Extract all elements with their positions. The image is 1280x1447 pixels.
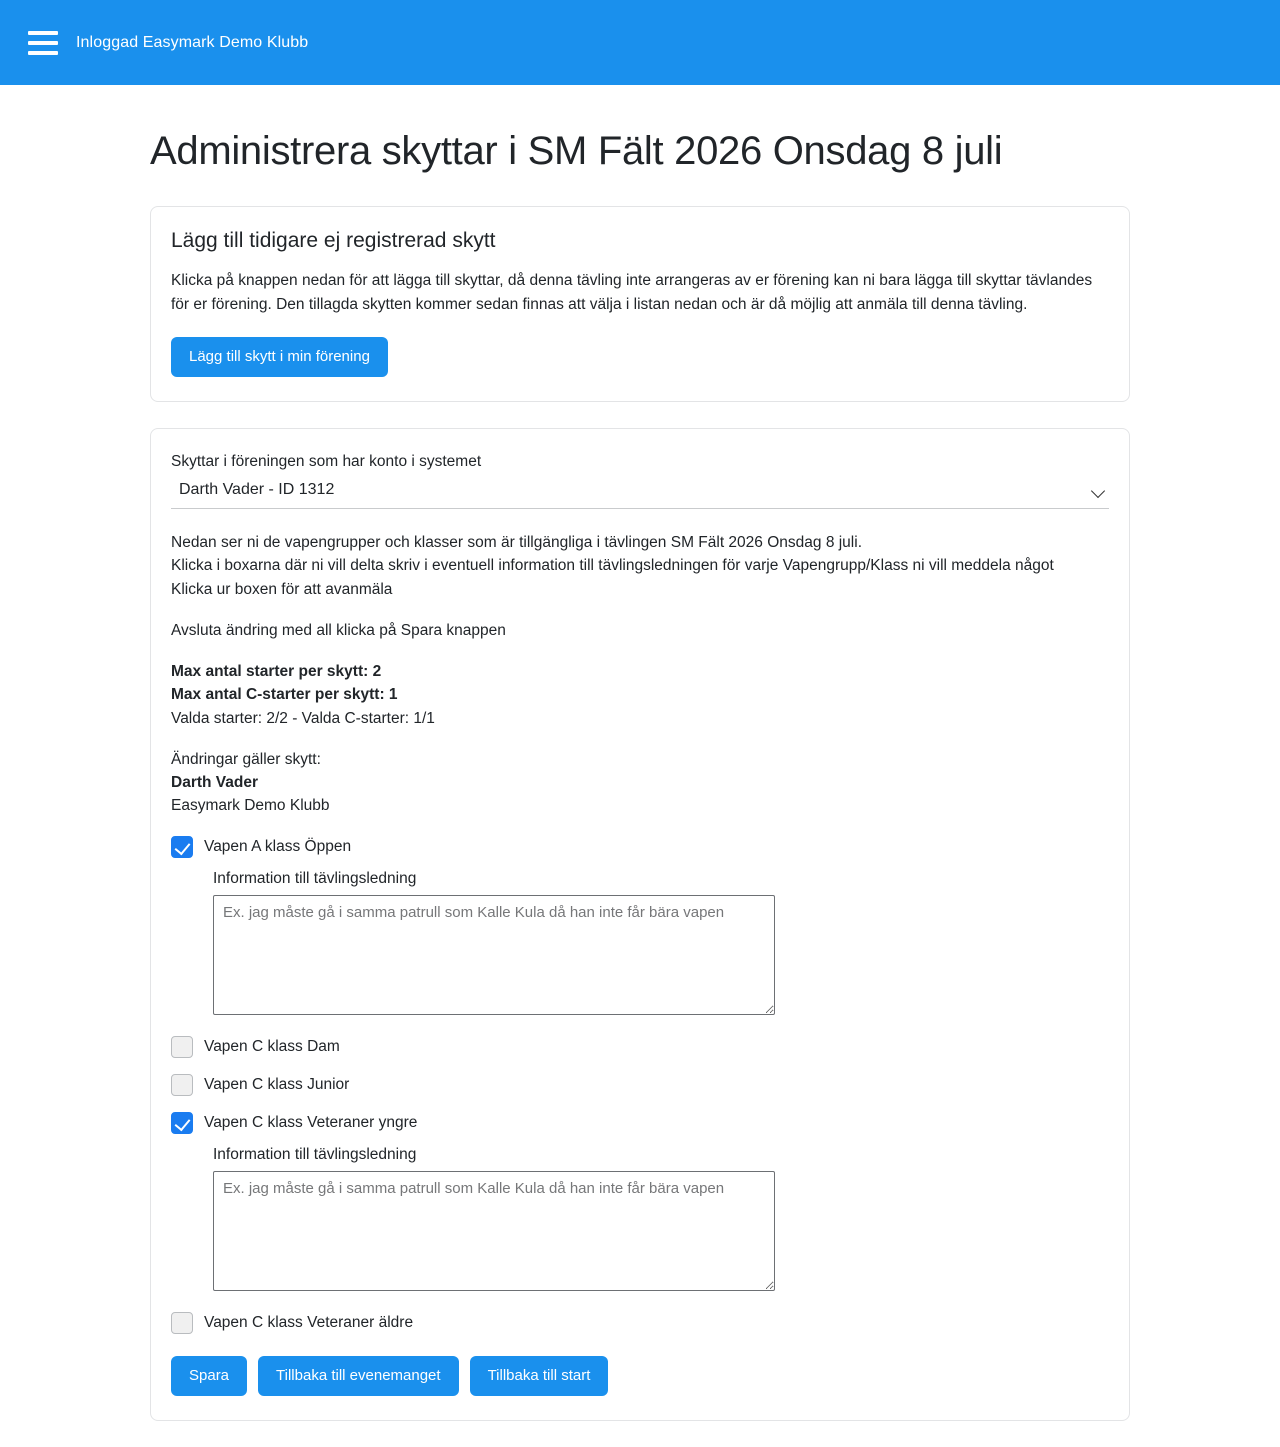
- shooter-select[interactable]: [171, 481, 1109, 498]
- class-row-vapen-c-junior[interactable]: [171, 1074, 1109, 1096]
- class-label-vapen-a-oppen: Vapen A klass Öppen: [204, 837, 352, 855]
- class-label-vapen-c-dam: Vapen C klass Dam: [204, 1037, 340, 1055]
- limits-block: [171, 660, 1109, 730]
- max-starts: Max antal starter per skytt: 2: [171, 663, 382, 681]
- applies-to-label: Ändringar gäller skytt:: [171, 750, 321, 768]
- info-group-vapen-c-veteraner-yngre: [213, 1146, 1109, 1296]
- info-textarea-vapen-a-oppen[interactable]: [213, 895, 775, 1015]
- shooter-club: Easymark Demo Klubb: [171, 797, 330, 815]
- class-row-vapen-c-veteraner-yngre[interactable]: [171, 1112, 1109, 1134]
- shooter-registration-card: [150, 428, 1130, 1421]
- applies-to-block: [171, 748, 1109, 818]
- checkbox-vapen-c-veteraner-aldre[interactable]: [171, 1312, 193, 1334]
- save-hint: Avsluta ändring med all klicka på Spara knappen: [171, 621, 506, 639]
- hamburger-bar: [28, 31, 58, 35]
- class-row-vapen-c-dam[interactable]: [171, 1036, 1109, 1058]
- add-shooter-card: [150, 206, 1130, 402]
- info-group-vapen-a-oppen: [213, 870, 1109, 1020]
- info-textarea-label: Information till tävlingsledning: [213, 869, 417, 887]
- add-shooter-button[interactable]: Lägg till skytt i min förening: [171, 337, 388, 377]
- checkbox-vapen-c-veteraner-yngre[interactable]: [171, 1112, 193, 1134]
- info-line-1: Nedan ser ni de vapengrupper och klasser som är tillgängliga i tävlingen SM Fält 2026 Onsdag 8 juli.: [171, 534, 862, 552]
- shooter-name: Darth Vader: [171, 774, 259, 792]
- availability-info: [171, 531, 1109, 601]
- info-textarea-vapen-c-veteraner-yngre[interactable]: [213, 1171, 775, 1291]
- class-row-vapen-c-veteraner-aldre[interactable]: [171, 1312, 1109, 1334]
- checkbox-vapen-c-dam[interactable]: [171, 1036, 193, 1058]
- hamburger-menu-icon[interactable]: [28, 31, 58, 55]
- shooter-select-wrapper[interactable]: [171, 481, 1109, 509]
- navbar-brand: Inloggad Easymark Demo Klubb: [76, 33, 309, 51]
- hamburger-bar: [28, 41, 58, 45]
- shooter-select-label: Skyttar i föreningen som har konto i systemet: [171, 453, 482, 471]
- info-line-2: Klicka i boxarna där ni vill delta skriv i eventuell information till tävlingsledningen för varje Vapengrupp/Klass ni vill meddela något: [171, 557, 1054, 575]
- checkbox-vapen-c-junior[interactable]: [171, 1074, 193, 1096]
- back-to-start-button[interactable]: Tillbaka till start: [470, 1356, 609, 1396]
- page-container: [150, 129, 1130, 1421]
- back-to-event-button[interactable]: Tillbaka till evenemanget: [258, 1356, 459, 1396]
- chosen-starts: Valda starter: 2/2 - Valda C-starter: 1/1: [171, 709, 435, 727]
- info-textarea-label: Information till tävlingsledning: [213, 1145, 417, 1163]
- class-label-vapen-c-veteraner-yngre: Vapen C klass Veteraner yngre: [204, 1113, 418, 1131]
- class-row-vapen-a-oppen[interactable]: [171, 836, 1109, 858]
- action-button-row: [171, 1356, 1109, 1396]
- add-shooter-heading: Lägg till tidigare ej registrerad skytt: [171, 229, 496, 252]
- class-label-vapen-c-junior: Vapen C klass Junior: [204, 1075, 350, 1093]
- page-title: Administrera skyttar i SM Fält 2026 Onsdag 8 juli: [150, 129, 1003, 173]
- top-navbar: [0, 0, 1280, 85]
- info-line-3: Klicka ur boxen för att avanmäla: [171, 580, 393, 598]
- hamburger-bar: [28, 51, 58, 55]
- checkbox-vapen-a-oppen[interactable]: [171, 836, 193, 858]
- class-label-vapen-c-veteraner-aldre: Vapen C klass Veteraner äldre: [204, 1313, 414, 1331]
- save-button[interactable]: Spara: [171, 1356, 247, 1396]
- add-shooter-description: Klicka på knappen nedan för att lägga till skyttar, då denna tävling inte arrangeras av er förening kan ni bara lägga till skyttar tävlandes för er förening. Den tillagda skytten kommer sedan finnas att välja i listan nedan och är då möjlig att anmäla till denna tävling.: [171, 272, 1093, 314]
- max-c-starts: Max antal C-starter per skytt: 1: [171, 686, 398, 704]
